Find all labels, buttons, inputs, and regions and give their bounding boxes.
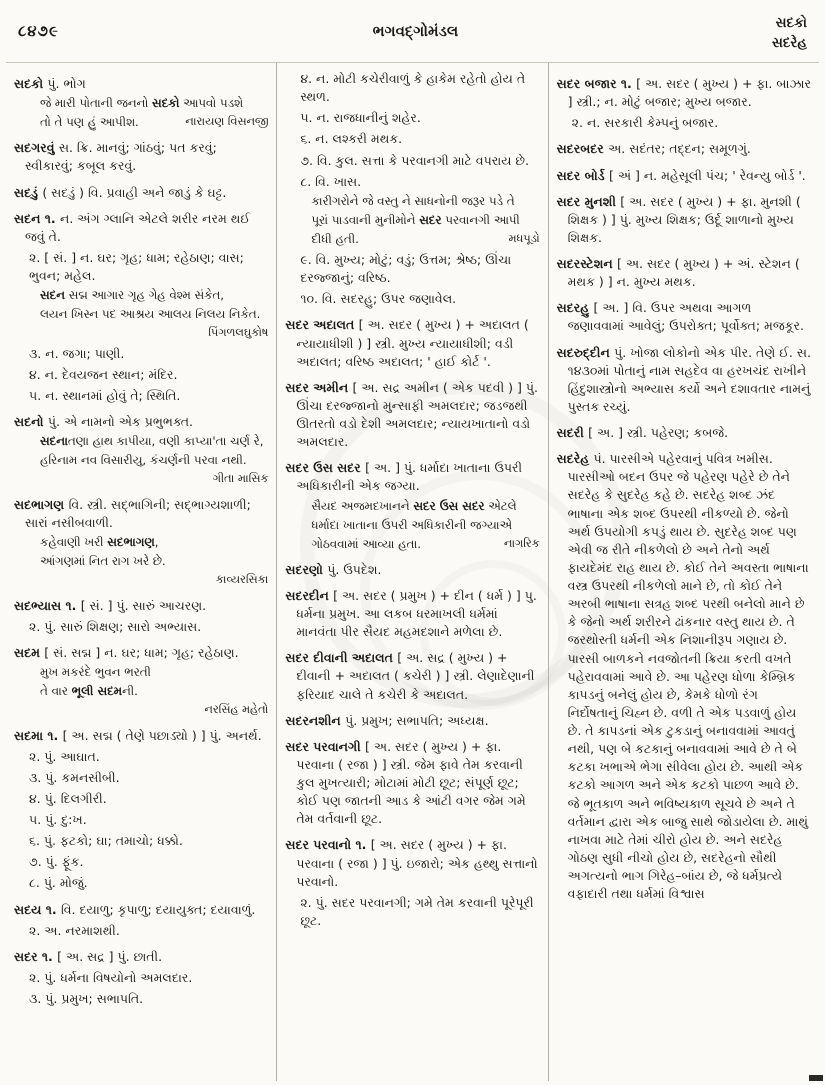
dictionary-line: ૨. પું. ધર્મના વિષયોનો અમલદાર. (29, 969, 193, 985)
headword: સદભાગણ (14, 496, 69, 512)
headword: સદરદીન (285, 587, 334, 603)
headword: સદર ઉસ સદર (413, 498, 485, 513)
dictionary-line: ૨. પું. સદર પરવાનગી; ગમે તેમ કરવાની પૂરેપૂરી છૂટ. (300, 894, 534, 928)
page-header (0, 14, 825, 62)
headword: સદભ્યાસ ૧. (14, 597, 81, 613)
citation-source: ગીતા માસિક (212, 472, 269, 486)
headword: સદર ઉસ સદર (285, 460, 366, 476)
citation-source: નારાયણ વિસનજી (185, 115, 269, 129)
column-3 (548, 63, 819, 1081)
dictionary-line: સદરણો પું. ઉપદેશ. (285, 561, 382, 577)
text-columns (6, 62, 819, 1081)
dictionary-line: ૭. પું. ફૂંક. (29, 854, 84, 870)
dictionary-line: ૩. પું. પ્રમુખ; સભાપતિ. (29, 991, 144, 1007)
dictionary-line: ૬. પું. ફટકો; ઘા; તમાચો; ધક્કો. (29, 833, 183, 849)
headword: સદર પરવાનો ૧. (285, 837, 371, 853)
guide-words (772, 14, 807, 53)
dictionary-line: સદર અદાલત [ અ. સદર ( મુખ્ય ) + અદાલત ( ન્યાયાધીશી ) ] સ્ત્રી. મુખ્ય ન્યાયાધીશી; વડી અદાલત; વરિષ્ઠ અદાલત; ' હાઈ કોર્ટ '. (285, 317, 529, 369)
headword: સદર પરવાનગી (285, 738, 366, 754)
dictionary-line: ૪. પું. દિલગીરી. (29, 790, 107, 806)
dictionary-line: સૈયદ અજમદખાનને સદર ઉસ સદર એટલે (311, 498, 517, 513)
dictionary-line (14, 325, 268, 341)
headword: સદકો (14, 76, 48, 91)
dictionary-line: સદન સદ્મ આગાર ગૃહ ગેહ વેશ્મ સંકેત, (40, 288, 224, 303)
dictionary-line: ધર્માદા ખાતાના ઉપરી અધિકારીની જગ્યાએ (311, 517, 512, 532)
dictionary-line: સદર ઉસ સદર [ અ. ] પું. ધર્માદા ખાતાના ઉપરી અધિકારીની એક જગ્યા. (285, 460, 523, 494)
dictionary-line: ૧૦. વિ. સદરહુ; ઉપર જણાવેલ. (300, 291, 457, 307)
dictionary-line: તે વાર ભૂલી સદમની. (40, 684, 138, 699)
dictionary-line: ૨. પું. આઘાત. (29, 748, 100, 764)
dictionary-line: ૫. પું. દુ:ખ. (29, 812, 87, 828)
dictionary-line: લયન ખિસ્ન પદ આશ્રય આલય નિલય નિકેત. (40, 307, 261, 322)
page-number: ૮૪૭૯ (18, 22, 59, 40)
dictionary-line: સદર બોર્ડ [ અં ] ન. મહેસૂલી પંચ; ' રેવન્યુ બોર્ડ '. (556, 167, 806, 183)
headword: સદર બોર્ડ (556, 167, 609, 183)
dictionary-line: આંગણમાં નિત રાગ ખરે છે. (40, 554, 166, 569)
headword: સદય ૧. (14, 901, 61, 917)
dictionary-line: સદર પરવાનો ૧. [ અ. સદર ( મુખ્ય ) + ફા. પરવાના ( રજા ) ] પું. ઇજારો; એક હથ્થુ સત્તાનો પરવાનો. (285, 837, 538, 889)
dictionary-line: સદમ [ સં. સદ્મ ] ન. ઘર; ધામ; ગૃહ; રહેઠાણ. (14, 644, 239, 660)
dictionary-line: જે મારી પોતાની જનનો સદકો આપવો પડશે (40, 96, 244, 111)
guide-word-first: સદકો (775, 15, 807, 31)
dictionary-line: હરિનામ નવ વિસારીયુ, કંચર્ણની પરવા નથી. (40, 453, 247, 468)
dictionary-line: સદનો પું. એ નામનો એક પ્રભુભક્ત. (14, 414, 193, 430)
headword: સદર મુનશી (556, 193, 621, 209)
headword: સદકો (152, 96, 180, 111)
dictionary-line: સદરી [ અ. ] સ્ત્રી. પહેરણ; કબજે. (556, 425, 729, 440)
headword: સદર (419, 212, 442, 227)
dictionary-line: ૬. ન. લશ્કરી મથક. (300, 131, 403, 147)
headword: સદનો (14, 414, 48, 430)
page-edge-mark (809, 1075, 823, 1081)
dictionary-line: સદર મુનશી [ અ. સદર ( મુખ્ય ) + ફા. મુનશી ( શિક્ષક ) ] પું. મુખ્ય શિક્ષક; ઉર્દૂ શાળાનો મુખ્ય શિક્ષક. (556, 193, 801, 245)
headword: સદર અમીન (285, 379, 353, 395)
dictionary-line: સદગરવું સ. ક્રિ. માનવું; ગાંઠવું; પત કરવું; સ્વીકારવું; કબૂલ કરવું. (14, 140, 217, 174)
dictionary-line: સદકો પું. ભોગ (14, 76, 86, 91)
dictionary-line: ૭. વિ. કુલ. સત્તા કે પરવાનગી માટે વપરાય છે. (300, 152, 530, 168)
dictionary-line: સદમા ૧. [ અ. સદ્મ ( તેણે પછાડ્યો ) ] પું. અનર્થ. (14, 727, 262, 743)
dictionary-line: ૯. વિ. મુખ્ય; મોટું; વડું; ઉત્તમ; શ્રેષ્ઠ; ઊંચા દરજ્જાનું; વરિષ્ઠ. (300, 252, 512, 286)
column-1 (6, 63, 276, 1081)
dictionary-line: સદર ૧. [ અ. સદ્ર ] પું. છાતી. (14, 948, 163, 964)
headword: સદરનશીન (285, 712, 346, 728)
dictionary-line: ૫. ન. રાજધાનીનું શહેર. (300, 110, 421, 126)
dictionary-line: કારીગરોને જે વસ્તુ ને સાધનોની જરૂર પડે તે (311, 193, 515, 208)
citation-source: નાગરિક (503, 536, 540, 550)
dictionary-line: ગોઠવવામાં આવ્યા હતા. નાગરિક (285, 536, 539, 553)
headword: સદન ૧. (14, 210, 61, 226)
guide-word-last: સદરેહ (771, 34, 807, 51)
headword: સદન (40, 288, 65, 303)
dictionary-line: કહેવાણી ખરી સદભાગણ, (40, 535, 159, 550)
dictionary-line (14, 471, 268, 487)
dictionary-line: સદડું ( સદડું ) વિ. પ્રવાહી અને જાડું કે ઘટ્ટ. (14, 184, 227, 200)
headword: ભૂલી સદમ (71, 684, 122, 699)
headword: સદરસ્ટેશન (556, 256, 617, 271)
headword: સદર દીવાની અદાલત (285, 650, 398, 666)
headword: સદરબદર (556, 141, 609, 157)
headword: સદમ (14, 644, 45, 660)
dictionary-line: ૪. ન. મોટી કચેરીવાળું કે હાકેમ રહેતો હોય તે સ્થળ. (300, 71, 526, 105)
headword: સદરેહ (556, 451, 594, 467)
headword: સદરુદ્દીન (556, 344, 615, 360)
headword: સદર અદાલત (285, 317, 359, 333)
dictionary-line: ૪. ન. દેવયજન સ્થાન; મંદિર. (29, 366, 178, 382)
dictionary-line: ૨. ન. સરકારી કેમ્પનું બજાર. (571, 115, 719, 131)
citation-source: મધપૂડો (508, 231, 540, 245)
book-title: ભગવદ્ગોમંડલ (372, 22, 459, 40)
column-2 (276, 63, 547, 1081)
dictionary-line: ૮. વિ. ખાસ. (300, 173, 362, 189)
headword: સદગરવું (14, 140, 59, 156)
dictionary-line: સદર પરવાનગી [ અ. સદર ( મુખ્ય ) + ફા. પરવાના ( રજા ) ] સ્ત્રી. જેમ ફાવે તેમ કરવાની કુલ મુખત્યારી; મોટામાં મોટી છૂટ; સંપૂર્ણ છૂટ; કોઈ પણ જાતની આડ કે આંટી વગર જેમ ગમે તેમ વર્તવાની છૂટ. (285, 738, 526, 827)
dictionary-line: સદર અમીન [ અ. સદ્ર અમીન ( એક પદવી ) ] પું. ઊંચા દરજ્જાનો મુન્સાફી અમલદાર; જડજથી ઊતરતો વડો દેશી અમલદાર; ન્યાયખાતાનો વડો અમલદાર. (285, 379, 538, 450)
dictionary-line: ૩. પું. કમનસીબી. (29, 769, 120, 785)
dictionary-line: સદન ૧. ન. અંગ ગ્લાનિ એટલે શરીર નરમ થઈ જવું તે. (14, 210, 250, 244)
dictionary-line: સદરેહ પં. પારસીએ પહેરવાનું પવિત્ર ખમીસ. પારસીઓ બદન ઉપર જે પહેરણ પહેરે છે તેને સદરેહ કે સુદરેહ કહે છે. સદરેહ શબ્દ ઝંદ ભાષાના એક શબ્દ ઉપરથી નીકળ્યો છે. જેનો અર્થ ઉપયોગી કપડું થાય છે. સુદરેહ શબ્દ પણ એવી જ રીતે નીકળેલો છે અને તેનો અર્થ ફાયદેમંદ રાહ થાય છે. કોઈ તેને અવસ્તા ભાષાના વસ્ત્ર ઉપરથી નીકળેલો માને છે, તો કોઈ તેને અરબી ભાષાના સત્રહ શબ્દ પરથી બનેલો માને છે કે જેનો અર્થ શરીરને ઢાંકનાર વસ્તુ થાય છે. તે જરથોસ્તી ધર્મની એક નિશાનીરૂપ ગણાય છે. પારસી બાળકને નવજોતની ક્રિયા કરતી વખતે પહેરાવવામાં આવે છે. આ પહેરણ ધોળા કેમ્બ્રિક કાપડનું બનેલું હોય છે, કેમકે ધોળો રંગ નિર્દોષતાનું ચિહ્ન છે. વળી તે એક પડવાળું હોય છે. તે કાપડનાં એક ટુકડાનું બનાવવામાં આવતું નથી, પણ બે કટકાનું બનાવવામાં આવે છે તે બે કટકા ખભાએ ભેગા સીવેલા હોય છે. આથી એક કટકો આગળ અને એક કટકો પાછળ આવે છે. જે ભૂતકાળ અને ભવિષ્યકાળ સૂચવે છે અને તે વર્તમાન દ્વારા એક બાજુ સાથે જોડાયેલા છે. માથું નાખવા માટે તેમાં ચીરો હોય છે. અને સદરેહ ગોઠણ સુધી નીચો હોય છે, સદરેહનો સૌથી અગત્યનો ભાગ ગિરેહ–બાંય છે, જે ધર્મપ્રત્યે વફાદારી તથા ધર્મમાં વિશ્વાસ (556, 451, 809, 902)
headword: સદભાગણ (107, 535, 155, 550)
citation-source: કાવ્યરસિકા (215, 573, 269, 587)
dictionary-line: ૨. પું. સારું શિક્ષણ; સારો અભ્યાસ. (29, 618, 202, 634)
dictionary-line: સદરહુ [ અ. ] વિ. ઉપર અથવા આગળ જણાવવામાં આવેલું; ઉપરોક્ત; પૂર્વોક્ત; મજકૂર. (556, 300, 804, 334)
dictionary-line: સદરુદ્દીન પું. ખોજા લોકોનો એક પીર. તેણે ઈ. સ. ૧૪૩૦માં પોતાનું નામ સહદેવ વા હરખચંદ રાખીને હિંદુશાસ્ત્રોનો અભ્યાસ કર્યો અને દશાવતાર નામનું પુસ્તક રચ્યું. (556, 344, 811, 414)
dictionary-line: સદરસ્ટેશન [ અ. સદર ( મુખ્ય ) + અં. સ્ટેશન ( મથક ) ] ન. મુખ્ય મથક. (556, 256, 800, 290)
headword: સદર ૧. (14, 948, 58, 964)
dictionary-line: ૫. ન. સ્થાનમાં હોવું તે; સ્થિતિ. (29, 388, 181, 403)
dictionary-line: દીધી હતી. મધપૂડો (285, 231, 539, 248)
dictionary-line: સદરનશીન પું. પ્રમુખ; સભાપતિ; અધ્યક્ષ. (285, 712, 489, 728)
headword: સદમા ૧. (14, 727, 63, 743)
dictionary-line (14, 702, 268, 718)
dictionary-line: ૩. ન. જગા; પાણી. (29, 345, 125, 361)
dictionary-line: તો તે પણ હું આપીશ. નારાયણ વિસનજી (14, 114, 268, 131)
headword: સદના (40, 434, 68, 449)
dictionary-line: સદર દીવાની અદાલત [ અ. સદ્ર ( મુખ્ય ) + દીવાની + અદાલત ( કચેરી ) ] સ્ત્રી. લેણાદેણાની ફરિયાદ ચાલે તે કચેરી કે અદાલત. (285, 650, 535, 702)
headword: સદરહુ (556, 300, 594, 316)
headword: સદર બજાર ૧. (556, 76, 637, 91)
dictionary-line: સદભ્યાસ ૧. [ સં. ] પું. સારું આચરણ. (14, 597, 207, 613)
dictionary-line: સદર બજાર ૧. [ અ. સદર ( મુખ્ય ) + ફા. બાઝાર ] સ્ત્રી.; ન. મોટું બજાર; મુખ્ય બજાર. (556, 76, 811, 110)
dictionary-line: સદનાતણા હાથ કાપીયા, વણી કાપ્યા'તા ચર્ણ રે, (40, 434, 264, 449)
dictionary-line: પૂરાં પાડવાની મુનીમોને સદર પરવાનગી આપી (311, 212, 520, 227)
dictionary-line: સદરદીન [ અ. સદર ( પ્રમુખ ) + દીન ( ધર્મ ) ] પુ. ધર્મના પ્રમુખ. આ લકબ ધરમાખલી ધર્મમાં માનવંતા પીર સૈયદ મહમદશાને મળેલા છે. (285, 587, 537, 640)
dictionary-line: સદય ૧. વિ. દયાળુ; કૃપાળુ; દયાયુક્ત; દયાવાળું. (14, 901, 256, 917)
dictionary-line (14, 572, 268, 588)
citation-source: નરસિંહ મહેતો (204, 703, 269, 717)
headword: સદરી (556, 425, 589, 440)
citation-source: પિંગળલઘુકોષ (208, 326, 269, 340)
dictionary-line: મુખ મકરંદે ભુવન ભરતી (40, 665, 151, 679)
dictionary-line: ૨. અ. નરમાશથી. (29, 922, 120, 938)
dictionary-line: સદભાગણ વિ. સ્ત્રી. સદ્ભાગિની; સદ્ભાગ્યશાળી; સારાં નસીબવાળી. (14, 496, 251, 530)
headword: સદડું (14, 184, 43, 200)
headword: સદરણો (285, 561, 328, 577)
dictionary-line: ૮. પું. મોજું. (29, 875, 88, 891)
dictionary-line: સદરબદર અ. સદંતર; તદ્દન; સમૂળગું. (556, 141, 751, 157)
dictionary-line: ૨. [ સં. ] ન. ઘર; ગૃહ; ધામ; રહેઠાણ; વાસ; ભુવન; મહેલ. (29, 249, 244, 284)
